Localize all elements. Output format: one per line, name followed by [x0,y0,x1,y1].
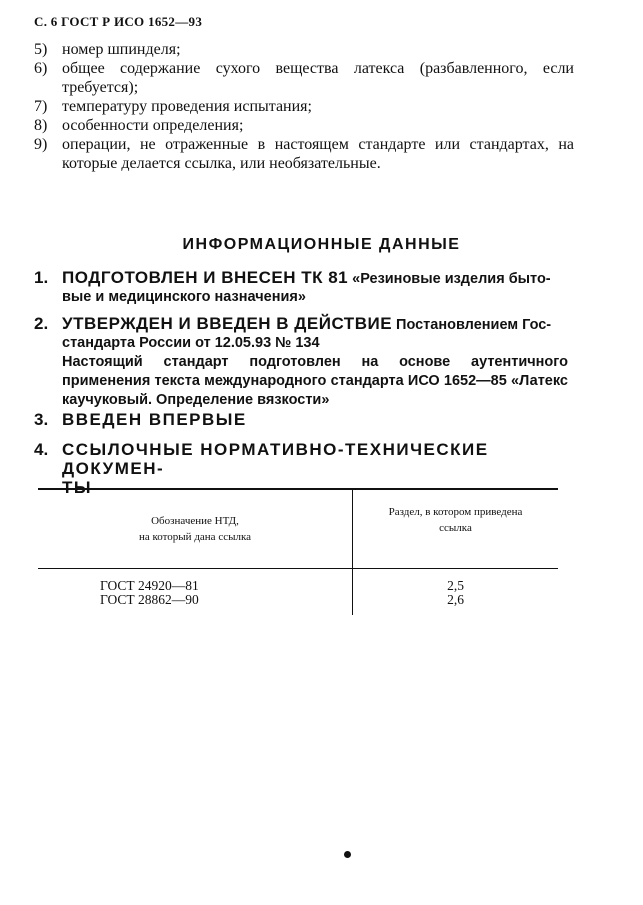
document-ref: ГОСТ 24920—81 [100,578,199,593]
list-item [34,116,574,135]
list-item-number: 9) [34,136,48,153]
table-header-line: на который дана ссылка [138,531,252,543]
table-header-line: Раздел, в котором приведена [388,506,523,518]
table-header-row [38,489,558,569]
list-item-number: 8) [34,117,48,134]
list-item-number: 5) [34,41,48,58]
list-item [34,135,574,173]
info-item-number: 4. [34,440,49,459]
table-row [38,569,558,616]
info-item-number: 3. [34,410,49,429]
document-ref: ГОСТ 28862—90 [100,592,199,607]
list-item-text: общее содержание сухого вещества латекса (разбавленного, если требуется); [62,60,574,96]
info-item-heading: ССЫЛОЧНЫЕ НОРМАТИВНО-ТЕХНИЧЕСКИЕ ДОКУМЕН- [62,440,489,478]
info-item-continuation: стандарта России от 12.05.93 № 134 [62,335,320,351]
references-table [38,488,558,615]
info-item-2 [34,314,568,410]
list-item [34,40,574,59]
section-ref: 2,6 [447,592,464,607]
info-item-number: 2. [34,314,49,333]
page-header: С. 6 ГОСТ Р ИСО 1652—93 [34,14,203,29]
info-item-text: «Резиновые изделия быто- [352,271,551,287]
table-header-document [38,489,353,569]
list-item [34,59,574,97]
info-item-number: 1. [34,268,49,287]
info-item-continuation: вые и медицинского назначения» [62,289,306,305]
info-item-heading: УТВЕРЖДЕН И ВВЕДЕН В ДЕЙСТВИЕ [62,314,393,333]
table-header-section [353,489,559,569]
info-item-text: Постановлением Гос- [396,317,552,333]
table-header-line: ссылка [439,522,472,534]
page-dot-mark [344,851,351,858]
info-item-continuation: ТЫ [62,478,93,497]
list-item [34,97,574,116]
list-item-text: особенности определения; [62,117,244,134]
table-header-line: Обозначение НТД, [151,515,239,527]
info-item-1 [34,268,568,307]
section-ref: 2,5 [447,578,464,593]
list-item-text: температуру проведения испытания; [62,98,312,115]
info-item-heading: ПОДГОТОВЛЕН И ВНЕСЕН ТК 81 [62,268,349,287]
info-item-3 [34,410,568,430]
list-item-text: операции, не отраженные в настоящем стандарте или стандартах, на которые делается ссылка, или необязательные. [62,136,574,172]
info-item-paragraph: Настоящий стандарт подготовлен на основе аутентичного применения текста международного стандарта ИСО 1652—85 «Латекс каучуковый. Определение вязкости» [62,354,568,408]
list-item-number: 7) [34,98,48,115]
list-item-text: номер шпинделя; [62,41,181,58]
list-item-number: 6) [34,60,48,77]
requirements-list [34,40,574,173]
table-cell-section [353,569,559,616]
info-item-heading: ВВЕДЕН ВПЕРВЫЕ [62,410,247,429]
info-section-title: ИНФОРМАЦИОННЫЕ ДАННЫЕ [182,236,461,253]
table-cell-document [38,569,353,616]
